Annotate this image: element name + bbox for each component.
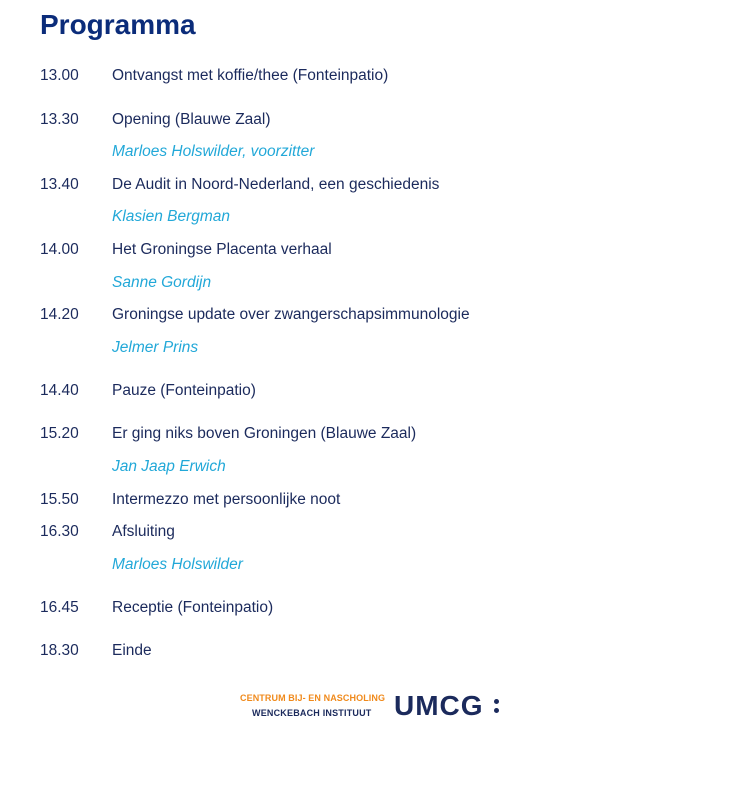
umcg-logo: UMCG bbox=[394, 690, 484, 721]
item-description: Het Groningse Placenta verhaal bbox=[112, 241, 332, 258]
item-time: 15.20 bbox=[40, 425, 79, 442]
item-description: Groningse update over zwangerschapsimmunologie bbox=[112, 306, 470, 323]
umcg-logo-dots-icon bbox=[494, 699, 499, 719]
item-time: 16.45 bbox=[40, 599, 79, 616]
item-time: 14.40 bbox=[40, 382, 79, 399]
page-title: Programma bbox=[40, 9, 196, 40]
item-time: 13.40 bbox=[40, 176, 79, 193]
item-time: 14.20 bbox=[40, 306, 79, 323]
footer-logos bbox=[0, 690, 748, 730]
item-description: Pauze (Fonteinpatio) bbox=[112, 382, 256, 399]
item-time: 13.00 bbox=[40, 67, 79, 84]
item-description: De Audit in Noord-Nederland, een geschiedenis bbox=[112, 176, 440, 193]
item-time: 14.00 bbox=[40, 241, 79, 258]
item-description: Intermezzo met persoonlijke noot bbox=[112, 491, 341, 508]
item-time: 16.30 bbox=[40, 523, 79, 540]
item-description: Opening (Blauwe Zaal) bbox=[112, 111, 271, 128]
item-time: 15.50 bbox=[40, 491, 79, 508]
item-speaker: Jan Jaap Erwich bbox=[112, 458, 226, 475]
centrum-logo-text: CENTRUM BIJ- EN NASCHOLING bbox=[240, 693, 386, 703]
item-speaker: Sanne Gordijn bbox=[112, 274, 212, 291]
item-description: Afsluiting bbox=[112, 523, 175, 540]
item-speaker: Klasien Bergman bbox=[112, 208, 231, 225]
item-speaker: Marloes Holswilder, voorzitter bbox=[112, 143, 315, 160]
item-description: Receptie (Fonteinpatio) bbox=[112, 599, 274, 616]
item-speaker: Jelmer Prins bbox=[112, 339, 199, 356]
item-speaker: Marloes Holswilder bbox=[112, 556, 243, 573]
item-time: 18.30 bbox=[40, 642, 79, 659]
item-description: Ontvangst met koffie/thee (Fonteinpatio) bbox=[112, 67, 389, 84]
wenckebach-logo-text: WENCKEBACH INSTITUUT bbox=[252, 708, 372, 718]
item-description: Er ging niks boven Groningen (Blauwe Zaal) bbox=[112, 425, 417, 442]
item-time: 13.30 bbox=[40, 111, 79, 128]
item-description: Einde bbox=[112, 642, 152, 659]
